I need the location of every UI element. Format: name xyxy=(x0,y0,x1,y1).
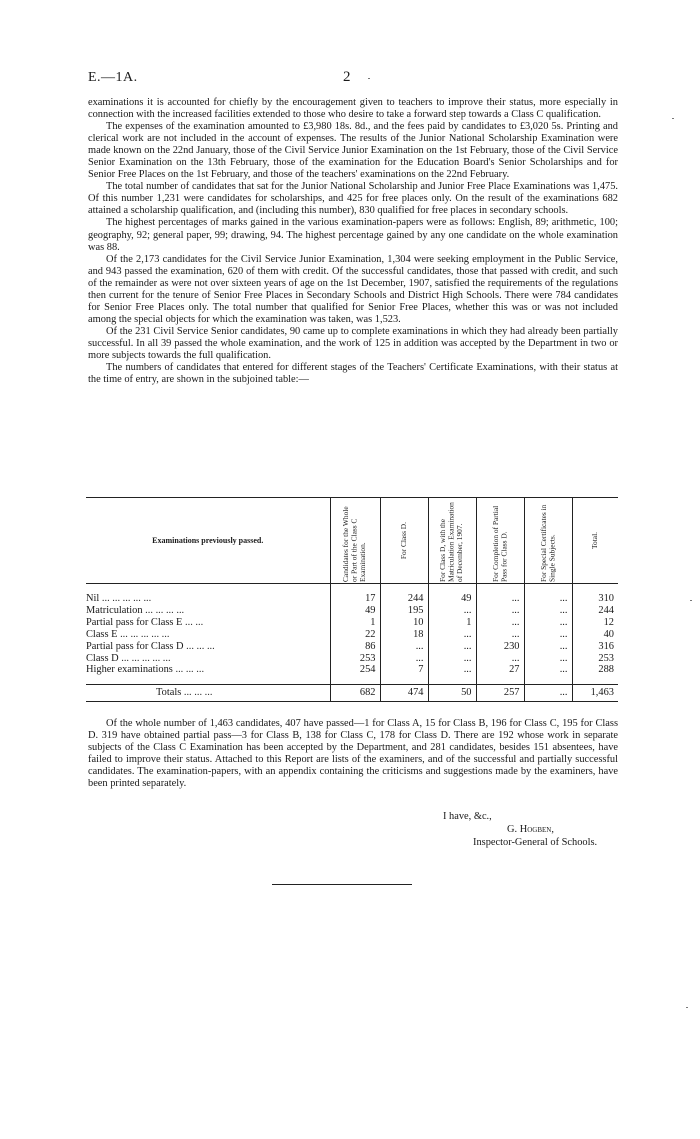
table-cell: ... xyxy=(476,605,524,617)
report-body xyxy=(88,97,618,386)
table-cell: ... xyxy=(428,653,476,665)
table-cell: ... xyxy=(524,641,572,653)
paragraph: examinations it is accounted for chiefly by the encouragement given to teachers to improve their status, more especially in connection with the increased facilities extended to those who desire to take a forward step towards a Class C qualification. xyxy=(88,97,618,121)
table-cell: ... xyxy=(476,653,524,665)
column-header-class-d: For Class D. xyxy=(380,498,428,584)
paragraph: The total number of candidates that sat for the Junior National Scholarship and Junior Free Place Examinations was 1,475. Of this number 1,231 were candidates for scholarships, and 425 for free places only. On the result of the examinations 682 attained a scholarship qualification, and (including this number), 830 qualified for free places in secondary schools. xyxy=(88,181,618,217)
table-cell: 254 xyxy=(330,664,380,676)
table-cell: 22 xyxy=(330,629,380,641)
table-row xyxy=(86,617,618,629)
table-cell: ... xyxy=(476,593,524,605)
table-cell: 27 xyxy=(476,664,524,676)
table-row xyxy=(86,641,618,653)
table-cell: ... xyxy=(428,641,476,653)
table-cell: 49 xyxy=(428,593,476,605)
total-cell: 474 xyxy=(380,685,428,702)
scan-mark xyxy=(686,1007,688,1008)
table-row xyxy=(86,605,618,617)
table-cell: 18 xyxy=(380,629,428,641)
table-row xyxy=(86,653,618,665)
table-cell: ... xyxy=(428,605,476,617)
table-cell: ... xyxy=(476,629,524,641)
table-cell: 86 xyxy=(330,641,380,653)
row-label: Partial pass for Class D xyxy=(86,640,184,652)
dot-leader: ... ... ... xyxy=(175,664,205,676)
dot-leader: ... ... ... ... ... xyxy=(101,593,152,604)
table-cell: 244 xyxy=(572,605,618,617)
table-cell: 12 xyxy=(572,617,618,629)
dot-leader: ... ... ... ... ... xyxy=(120,628,170,640)
signatory-title: Inspector-General of Schools. xyxy=(473,837,598,848)
totals-label: Totals xyxy=(156,687,182,699)
total-cell: 50 xyxy=(428,685,476,702)
dot-leader: ... ... ... ... ... xyxy=(121,652,171,664)
table-cell: 1 xyxy=(428,617,476,629)
teachers-examination-table xyxy=(86,497,618,702)
total-cell: 257 xyxy=(476,685,524,702)
table-cell: 7 xyxy=(380,664,428,676)
table-cell: 253 xyxy=(572,653,618,665)
salutation: I have, &c., xyxy=(443,811,492,822)
table-cell: 195 xyxy=(380,605,428,617)
column-header-class-d-matric: For Class D, with the Matriculation Examination of December, 1907. xyxy=(428,498,476,584)
total-cell: 682 xyxy=(330,685,380,702)
row-label: Partial pass for Class E xyxy=(86,616,183,628)
row-label: Class E xyxy=(86,628,118,640)
table-row xyxy=(86,593,618,605)
table-cell: ... xyxy=(380,641,428,653)
table-cell: 316 xyxy=(572,641,618,653)
document-reference: E.—1A. xyxy=(88,70,138,85)
dot-leader: ... ... ... xyxy=(183,687,213,699)
table-cell: 244 xyxy=(380,593,428,605)
table-row xyxy=(86,629,618,641)
paragraph: The highest percentages of marks gained in the various examination-papers were as follows: English, 89; arithmetic, 100; geography, 92; general paper, 99; drawing, 94. The highest percentage gained by any one candidate on the whole examination was 88. xyxy=(88,217,618,253)
paragraph: Of the 231 Civil Service Senior candidates, 90 came up to complete examinations in which they had already been partially successful. In all 39 passed the whole examination, and the work of 125 in addition was accepted by the Department in two or more subjects towards the full qualification. xyxy=(88,325,618,361)
dot-leader: ... ... ... ... xyxy=(145,604,185,616)
table-cell: 310 xyxy=(572,593,618,605)
table-cell: ... xyxy=(380,653,428,665)
table-cell: ... xyxy=(476,617,524,629)
total-cell: 1,463 xyxy=(572,685,618,702)
paragraph: Of the 2,173 candidates for the Civil Service Junior Examination, 1,304 were seeking employment in the Public Service, and 943 passed the examination, 620 of them with credit. Of the successful candidates, those that passed with credit, and such of the remainder as were not over sixteen years of age on the 1st December, 1907, satisfied the requirements of the regulations then current for the tenure of Senior Free Places in Secondary Schools and District High Schools. There were 784 candidates for Senior Free Places only. The total number that qualified for Senior Free Places, whether this was or was not included among the special objects for which the examination was taken, was 1,523. xyxy=(88,253,618,325)
table-cell: 253 xyxy=(330,653,380,665)
column-header-exams-passed: Examinations previously passed. xyxy=(86,498,330,584)
scan-mark xyxy=(672,118,674,119)
divider-rule xyxy=(272,884,412,885)
total-cell: ... xyxy=(524,685,572,702)
table-cell: ... xyxy=(428,664,476,676)
scan-mark xyxy=(690,600,692,601)
table-cell: 17 xyxy=(330,593,380,605)
table-cell: 1 xyxy=(330,617,380,629)
row-label: Nil xyxy=(86,593,100,604)
table-cell: ... xyxy=(524,629,572,641)
table-cell: ... xyxy=(524,617,572,629)
column-header-completion: For Completion of Partial Pass for Class D. xyxy=(476,498,524,584)
table-cell: ... xyxy=(524,664,572,676)
paragraph: The expenses of the examination amounted to £3,980 18s. 8d., and the fees paid by candidates to £3,020 5s. Printing and clerical work are not included in the account of expenses. The results of the Junior National Scholarship Examination were made known on the 22nd January, those of the Civil Service Junior Examination on the 1st February, those of the Civil Service Senior Examination on the 13th February, those of the examination for the Education Board's Senior Scholarships and for Senior Free Places on the 1st February, and those of the teachers' examinations on the 22nd February. xyxy=(88,121,618,181)
dot-leader: ... ... ... xyxy=(186,640,215,652)
table-cell: ... xyxy=(524,593,572,605)
row-label: Higher examinations xyxy=(86,664,173,676)
dot-leader: ... ... xyxy=(185,616,204,628)
closing-paragraph: Of the whole number of 1,463 candidates, 407 have passed—1 for Class A, 15 for Class B, 196 for Class C, 195 for Class D. 319 have obtained partial pass—3 for Class B, 138 for Class C, 178 for Class D. There are 192 whose work in separate subjects of the Class C Examination has been accepted by the Department, and 281 candidates, besides 151 absentees, have failed to improve their status. Attached to this Report are lists of the examiners, and of the successful and partially successful candidates. The examination-papers, with an appendix containing the criticisms and suggestions made by the examiners, have been printed separately. xyxy=(88,718,618,789)
table-header-row xyxy=(86,498,618,584)
signatory-name: G. Hogben, xyxy=(507,824,554,835)
row-label: Class D xyxy=(86,652,119,664)
table-cell: 10 xyxy=(380,617,428,629)
totals-row xyxy=(86,685,618,702)
row-label: Matriculation xyxy=(86,604,143,616)
column-header-class-c: Candidates for the Whole or Part of the Class C Examination. xyxy=(330,498,380,584)
table-cell: 49 xyxy=(330,605,380,617)
column-header-special: For Special Certificates in Single Subjects. xyxy=(524,498,572,584)
table-cell: ... xyxy=(524,605,572,617)
table-cell: 288 xyxy=(572,664,618,676)
paragraph: The numbers of candidates that entered for different stages of the Teachers' Certificate Examinations, with their status at the time of entry, are shown in the subjoined table:— xyxy=(88,362,618,386)
scan-mark xyxy=(368,78,370,79)
table-cell: ... xyxy=(428,629,476,641)
table-row xyxy=(86,664,618,676)
table-cell: 230 xyxy=(476,641,524,653)
table-cell: ... xyxy=(524,653,572,665)
table-cell: 40 xyxy=(572,629,618,641)
column-header-total: Total. xyxy=(572,498,618,584)
page-number: 2 xyxy=(343,69,351,85)
